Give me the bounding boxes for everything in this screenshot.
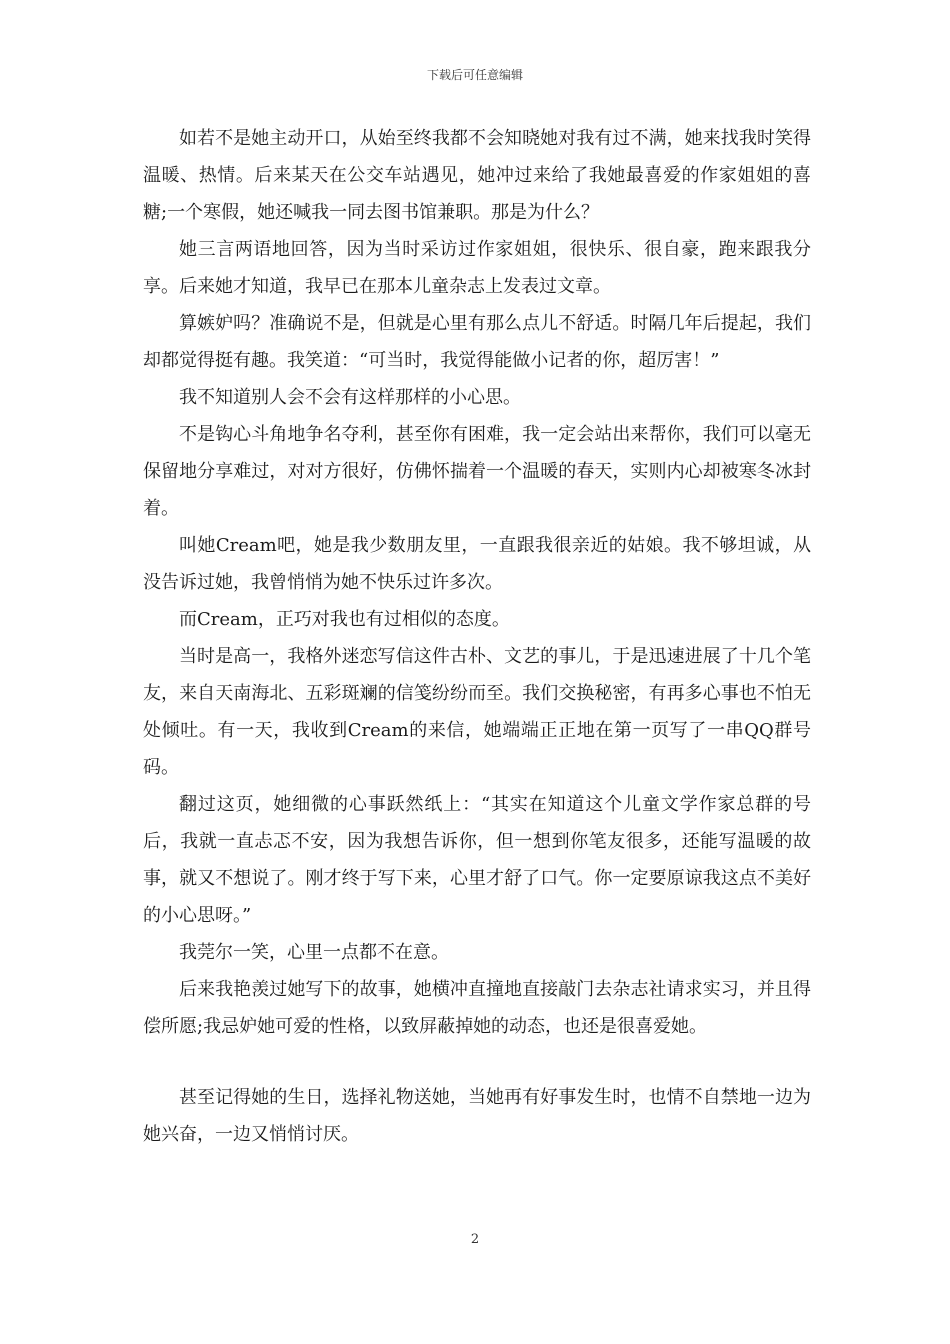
page-header: 下载后可任意编辑 [426,68,523,82]
paragraph: 她三言两语地回答，因为当时采访过作家姐姐，很快乐、很自豪，跑来跟我分享。后来她才知道，我早已在那本儿童杂志上发表过文章。 [143,239,811,297]
paragraph: 我不知道别人会不会有这样那样的小心思。 [179,387,521,408]
paragraph: 如若不是她主动开口，从始至终我都不会知晓她对我有过不满，她来找我时笑得温暖、热情。后来某天在公交车站遇见，她冲过来给了我她最喜爱的作家姐姐的喜糖;一个寒假，她还喊我一同去图书馆兼职。那是为什么？ [143,128,811,223]
paragraph: 而Cream，正巧对我也有过相似的态度。 [179,609,510,630]
paragraph: 叫她Cream吧，她是我少数朋友里，一直跟我很亲近的姑娘。我不够坦诚，从没告诉过她，我曾悄悄为她不快乐过许多次。 [143,535,811,593]
paragraph: 我莞尔一笑，心里一点都不在意。 [179,942,449,963]
paragraph: 当时是高一，我格外迷恋写信这件古朴、文艺的事儿，于是迅速进展了十几个笔友，来自天南海北、五彩斑斓的信笺纷纷而至。我们交换秘密，有再多心事也不怕无处倾吐。有一天，我收到Cream的来信，她端端正正地在第一页写了一串QQ群号码。 [143,646,811,778]
paragraph: 算嫉妒吗？准确说不是，但就是心里有那么点儿不舒适。时隔几年后提起，我们却都觉得挺有趣。我笑道：“可当时，我觉得能做小记者的你，超厉害！” [143,313,811,371]
body-text [143,120,811,1153]
paragraph: 后来我艳羡过她写下的故事，她横冲直撞地直接敲门去杂志社请求实习，并且得偿所愿;我忌妒她可爱的性格，以致屏蔽掉她的动态，也还是很喜爱她。 [143,979,811,1037]
paragraph: 甚至记得她的生日，选择礼物送她，当她再有好事发生时，也情不自禁地一边为她兴奋，一边又悄悄讨厌。 [143,1087,811,1145]
paragraph: 翻过这页，她细微的心事跃然纸上：“其实在知道这个儿童文学作家总群的号后，我就一直忐忑不安，因为我想告诉你，但一想到你笔友很多，还能写温暖的故事，就又不想说了。刚才终于写下来，心里才舒了口气。你一定要原谅我这点不美好的小心思呀。” [143,794,811,926]
paragraph: 不是钩心斗角地争名夺利，甚至你有困难，我一定会站出来帮你，我们可以毫无保留地分享难过，对对方很好，仿佛怀揣着一个温暖的春天，实则内心却被寒冬冰封着。 [143,424,811,519]
page-number: 2 [470,1232,480,1247]
